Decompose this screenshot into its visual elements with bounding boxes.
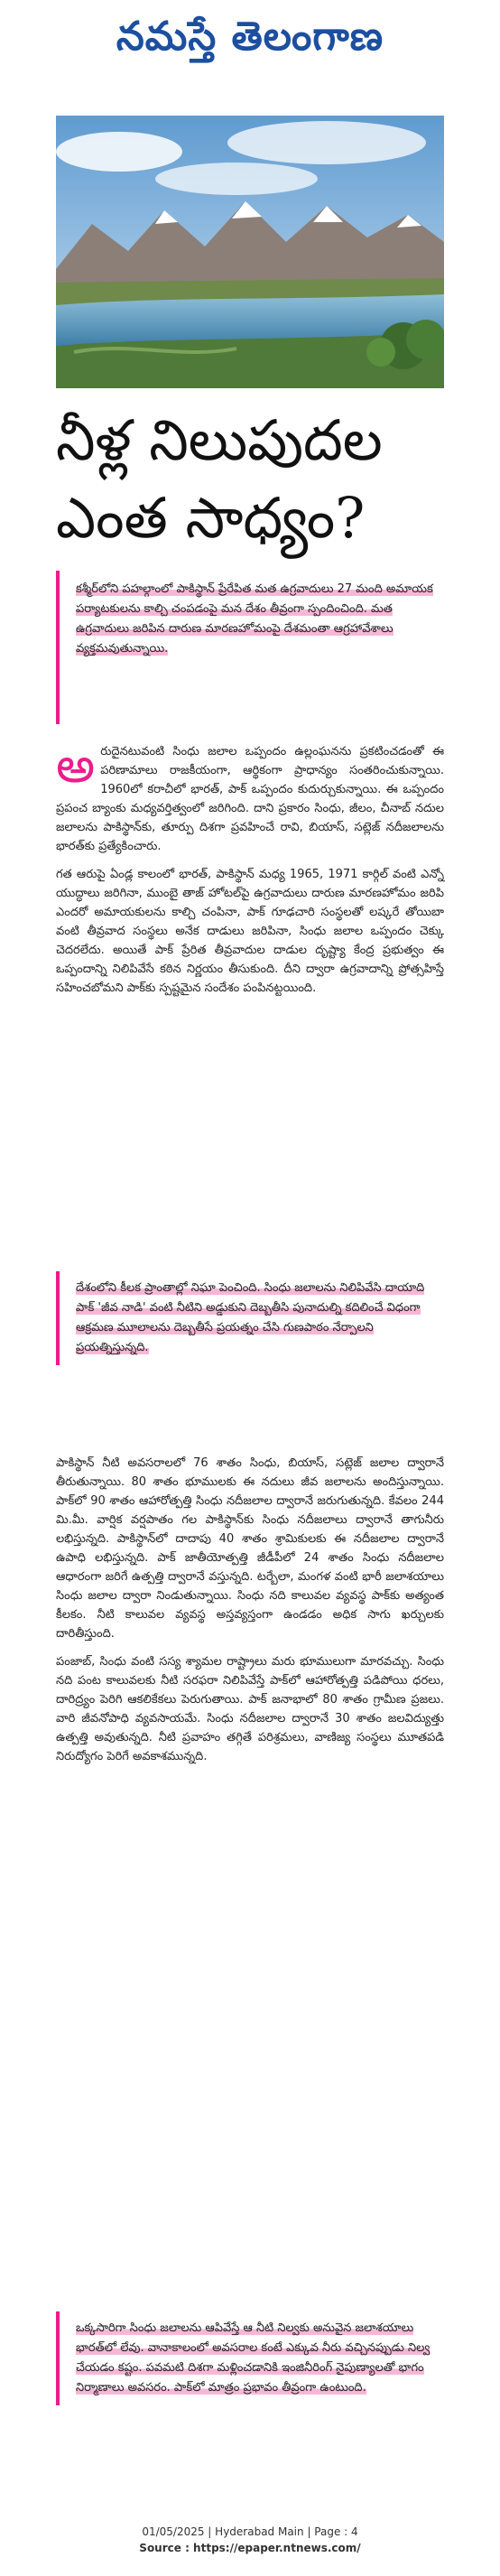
pull-quote-1 bbox=[56, 1271, 444, 1365]
kicker-text: కశ్మీర్‌లోని పహల్గాంలో పాకిస్థాన్ ప్రేరేపిత మత ఉగ్రవాదులు 27 మంది అమాయక పర్యాటకులను కాల్చి చంపడంపై మన దేశం తీవ్రంగా స్పందించింది. మత ఉగ్రవాదులు జరిపిన దారుణ మారణహోమంపై దేశమంతా ఆగ్రహావేశాలు వ్యక్తమవుతున్నాయి. bbox=[76, 582, 433, 656]
headline bbox=[56, 402, 453, 557]
pull-quote-2 bbox=[56, 2311, 444, 2405]
paragraph-1: రుదైనటువంటి సింధు జలాల ఒప్పందం ఉల్లంఘనను ప్రకటించడంతో ఈ పరిణామాలు రాజకీయంగా, ఆర్థికంగా ప్రాధాన్యం సంతరించుకున్నాయి. 1960లో కరాచీలో భారత్, పాక్ ఒప్పందం కుదుర్చుకున్నాయి. ఈ ఒప్పందం ప్రపంచ బ్యాంకు మధ్యవర్తిత్వంలో జరిగింది. దాని ప్రకారం సింధు, జీలం, చీనాబ్ నదుల జలాలను పాకిస్థాన్‌కు, తూర్పు దిశగా ప్రవహించే రావి, బియాస్, సట్లెజ్ నదీజలాలను భారత్‌కు ప్రత్యేకించారు. bbox=[56, 745, 444, 853]
paragraph-2: గత ఆరుపై ఏండ్ల కాలంలో భారత్, పాకిస్థాన్ మధ్య 1965, 1971 కార్గిల్ వంటి ఎన్నో యుద్ధాలు జరిగినా, ముంబై తాజ్ హోటల్‌పై ఉగ్రవాదులు దారుణ మారణహోమం జరిపి ఎందరో అమాయకులను కాల్చి చంపినా, పాక్ గూఢచారి సంస్థలతో లష్కరే తోయిబా వంటి తీవ్రవాద సంస్థలు అనేక దాడులు జరిపినా, సింధు జలాల ఒప్పందం చెక్కు చెదరలేదు. అయితే పాక్ ప్రేరిత తీవ్రవాదుల దాడుల దృష్ట్యా కేంద్ర ప్రభుత్వం ఈ ఒప్పందాన్ని నిలిపివేసే కఠిన నిర్ణయం తీసుకుంది. దీని ద్వారా ఉగ్రవాదాన్ని ప్రోత్సహిస్తే సహించబోమని పాక్‌కు స్పష్టమైన సందేశం పంపినట్టయింది. bbox=[56, 868, 444, 995]
masthead bbox=[0, 5, 500, 69]
newspaper-logo: నమస్తే తెలంగాణ bbox=[116, 14, 384, 60]
headline-line-2: ఎంత సాధ్యం? bbox=[56, 485, 366, 551]
footer-source: Source : https://epaper.ntnews.com/ bbox=[139, 2542, 361, 2554]
pull-quote-2-text: ఒక్కసారిగా సింధు జలాలను ఆపివేస్తే ఆ నీటి నిల్వకు అనువైన జలాశయాలు భారత్‌లో లేవు. వానాకాలంలో అవసరాల కంటే ఎక్కువ నీరు వచ్చినప్పుడు నిల్వ చేయడం కష్టం. పవమటి దిశగా మళ్లించడానికి ఇంజినీరింగ్ నైపుణ్యాలతో భాగం నిర్మాణాలు అవసరం. పాక్‌లో మాత్రం ప్రభావం తీవ్రంగా ఉంటుంది. bbox=[76, 2321, 431, 2395]
article-body-2 bbox=[56, 1454, 444, 1775]
pull-quote-1-text: దేశంలోని కీలక ప్రాంతాల్లో నిఘా పెంచింది. సింధు జలాలను నిలిపివేసి దాయాది పాక్ 'జీవ నాడి' వంటి నీటిని అడ్డుకుని దెబ్బతీసి పునాదుల్ని కదిలించే విధంగా ఆక్రమణ మూలాలను దెబ్బతీసే ప్రయత్నం చేసి గుణపాఠం నేర్పాలని ప్రయత్నిస్తున్నది. bbox=[76, 1281, 425, 1354]
paragraph-4: పంజాబ్, సింధు వంటి సస్య శ్యామల రాష్ట్రాలు మరు భూములుగా మారవచ్చు. సింధు నది పంట కాలువలకు నీటి సరఫరా నిలిపివేస్తే పాక్‌లో ఆహారోత్పత్తి పడిపోయి ధరలు, దారిద్ర్యం పెరిగి ఆకలికేకలు పెరుగుతాయి. పాక్ జనాభాలో 80 శాతం గ్రామీణ ప్రజలు. వారి జీవనోపాధి వ్యవసాయమే. సింధు నదీజలాల ద్వారానే 30 శాతం జలవిద్యుత్తు ఉత్పత్తి అవుతున్నది. నీటి ప్రవాహం తగ్గితే పరిశ్రమలు, వాణిజ్య సంస్థలు మూతపడి నిరుద్యోగం పెరిగే అవకాశమున్నది. bbox=[56, 1655, 444, 1763]
drop-cap: అ bbox=[56, 737, 96, 794]
article-body-1 bbox=[56, 737, 444, 1007]
headline-line-1: నీళ్ల నిలుపుదల bbox=[56, 407, 383, 473]
paragraph-3: పాకిస్థాన్ నీటి అవసరాలలో 76 శాతం సింధు, బియాస్, సట్లెజ్ జలాల ద్వారానే తీరుతున్నాయి. 80 శాతం భూములకు ఈ నదులు జీవ జలాలను అందిస్తున్నాయి. పాక్‌లో 90 శాతం ఆహారోత్పత్తి సింధు నదీజలాల ద్వారానే జరుగుతున్నది. కేవలం 244 మి.మీ. వార్షిక వర్షపాతం గల పాకిస్థాన్‌కు సింధు నదీజలాలు ద్వారానే తాగునీరు లభిస్తున్నది. పాకిస్థాన్‌లో దాదాపు 40 శాతం శ్రామికులకు ఈ నదీజలాల ద్వారానే ఉపాధి లభిస్తున్నది. పాక్ జాతీయోత్పత్తి జీడీపీలో 24 శాతం సింధు నదీజలాల ఆధారంగా జరిగే ఉత్పత్తి ద్వారానే వస్తున్నది. టర్బేలా, మంగళ వంటి భారీ జలాశయాలు సింధు జలాల ద్వారా నిండుతున్నాయి. సింధు నది కాలువల వ్యవస్థ పాక్‌కు అత్యంత కీలకం. నీటి కాలువల వ్యవస్థ అస్తవ్యస్తంగా ఉండడం అధిక సాగు ఖర్చులకు దారితీస్తుంది. bbox=[56, 1456, 444, 1641]
footer bbox=[0, 2524, 500, 2556]
article-photo bbox=[56, 116, 444, 388]
kicker-box bbox=[56, 571, 444, 724]
footer-edition: 01/05/2025 | Hyderabad Main | Page : 4 bbox=[142, 2525, 358, 2538]
mountain-river-photo bbox=[56, 116, 444, 388]
